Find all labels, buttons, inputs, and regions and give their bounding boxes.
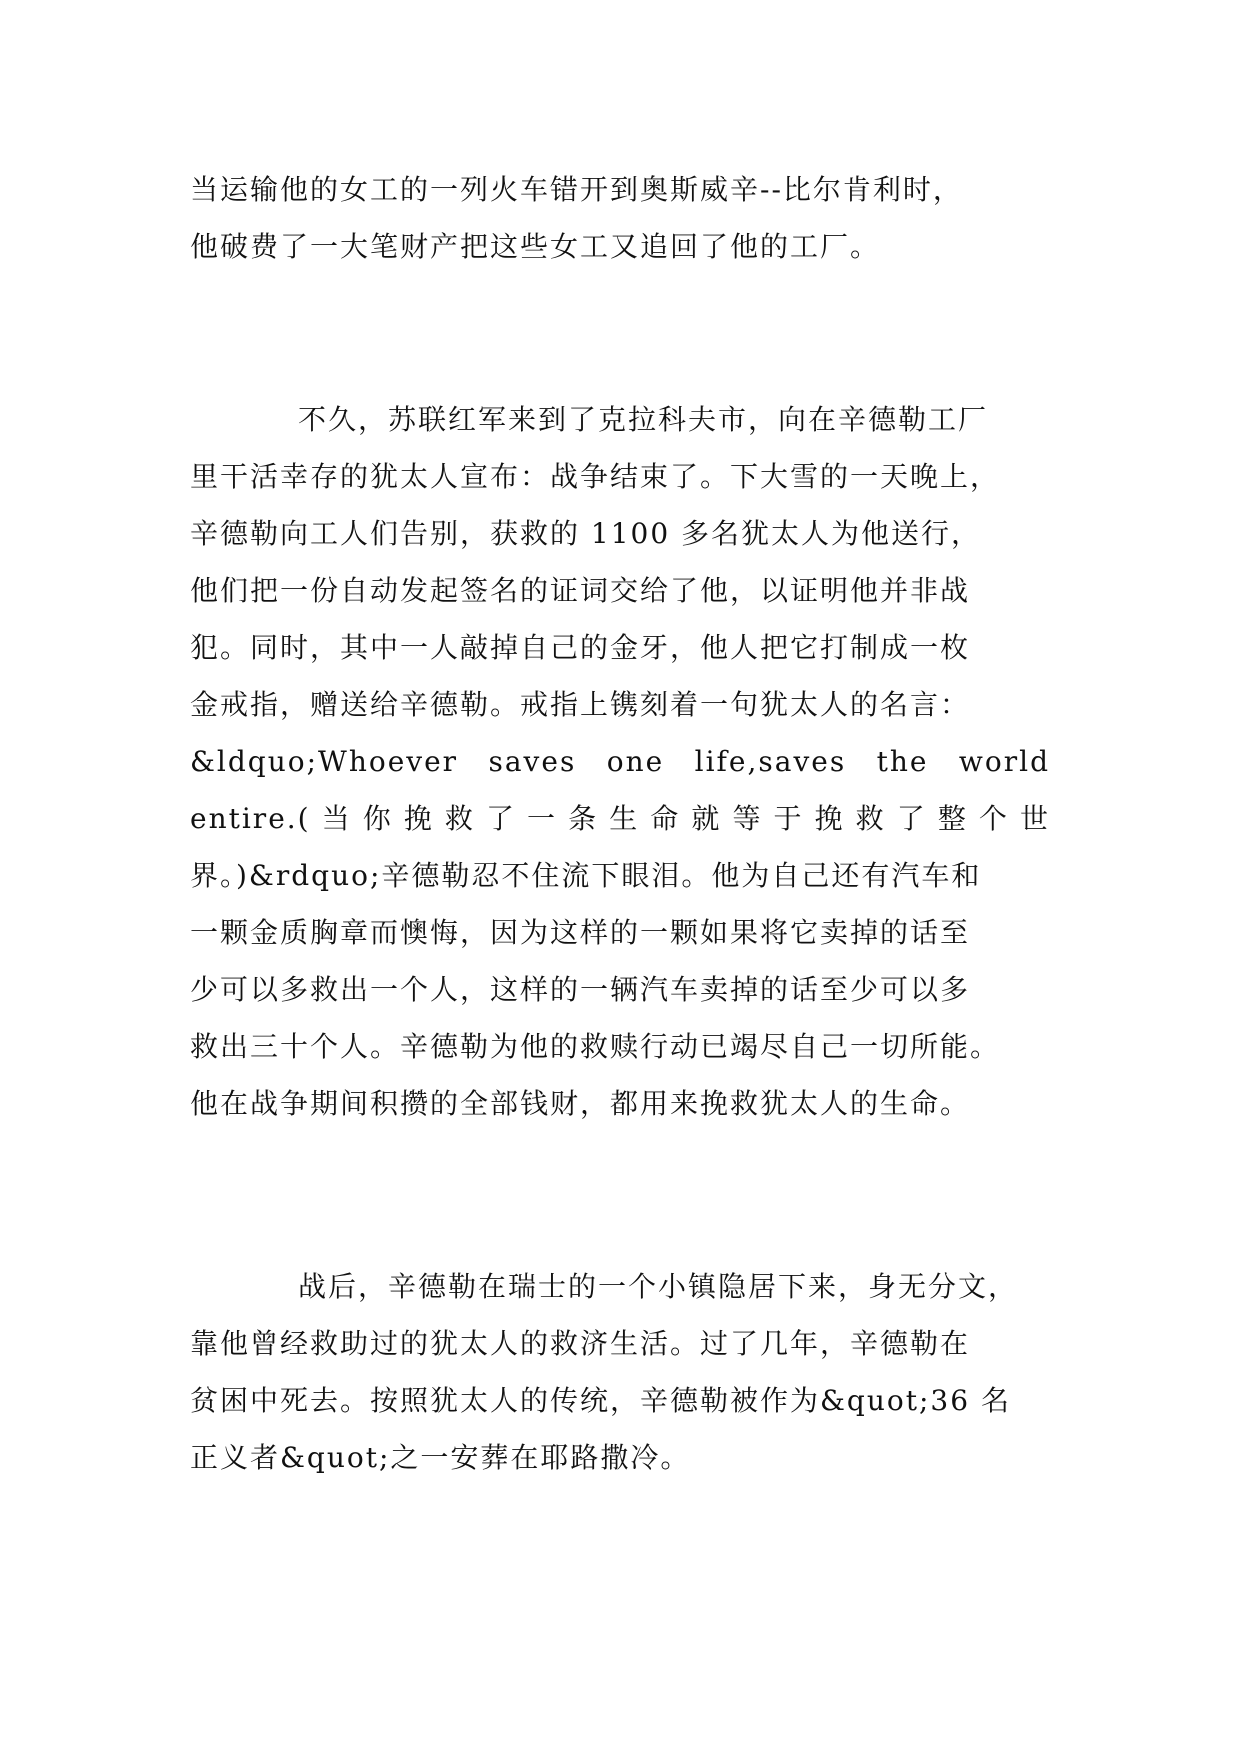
text-line: 里干活幸存的犹太人宣布：战争结束了。下大雪的一天晚上， (190, 460, 1001, 493)
text-line: 他在战争期间积攒的全部钱财，都用来挽救犹太人的生命。 (190, 1087, 971, 1120)
text-line: 一颗金质胸章而懊悔，因为这样的一颗如果将它卖掉的话至 (190, 916, 971, 949)
text-line: 他破费了一大笔财产把这些女工又追回了他的工厂。 (190, 230, 881, 263)
text-line: 正义者&quot;之一安葬在耶路撒冷。 (190, 1441, 691, 1474)
text-line: entire.(当你挽救了一条生命就等于挽救了整个世 (190, 802, 1050, 835)
paragraph-1 (190, 161, 1050, 275)
text-line: 不久，苏联红军来到了克拉科夫市，向在辛德勒工厂 (298, 403, 989, 436)
text-line: 战后，辛德勒在瑞士的一个小镇隐居下来，身无分文， (298, 1270, 1019, 1303)
text-line: 靠他曾经救助过的犹太人的救济生活。过了几年，辛德勒在 (190, 1327, 971, 1360)
text-line: 贫困中死去。按照犹太人的传统，辛德勒被作为&quot;36 名 (190, 1384, 1011, 1417)
text-line: 他们把一份自动发起签名的证词交给了他，以证明他并非战 (190, 574, 971, 607)
text-line: 少可以多救出一个人，这样的一辆汽车卖掉的话至少可以多 (190, 973, 971, 1006)
text-line: 界。)&rdquo;辛德勒忍不住流下眼泪。他为自己还有汽车和 (190, 859, 982, 892)
paragraph-2 (190, 391, 1050, 1132)
text-line: 金戒指，赠送给辛德勒。戒指上镌刻着一句犹太人的名言： (190, 688, 971, 721)
text-line: 当运输他的女工的一列火车错开到奥斯威辛--比尔肯利时， (190, 173, 963, 206)
text-line: 救出三十个人。辛德勒为他的救赎行动已竭尽自己一切所能。 (190, 1030, 1001, 1063)
text-line: 犯。同时，其中一人敲掉自己的金牙，他人把它打制成一枚 (190, 631, 971, 664)
paragraph-3 (190, 1258, 1050, 1486)
text-line: &ldquo;Whoever saves one life,saves the world (190, 745, 1050, 778)
text-line: 辛德勒向工人们告别，获救的 1100 多名犹太人为他送行， (190, 517, 982, 550)
